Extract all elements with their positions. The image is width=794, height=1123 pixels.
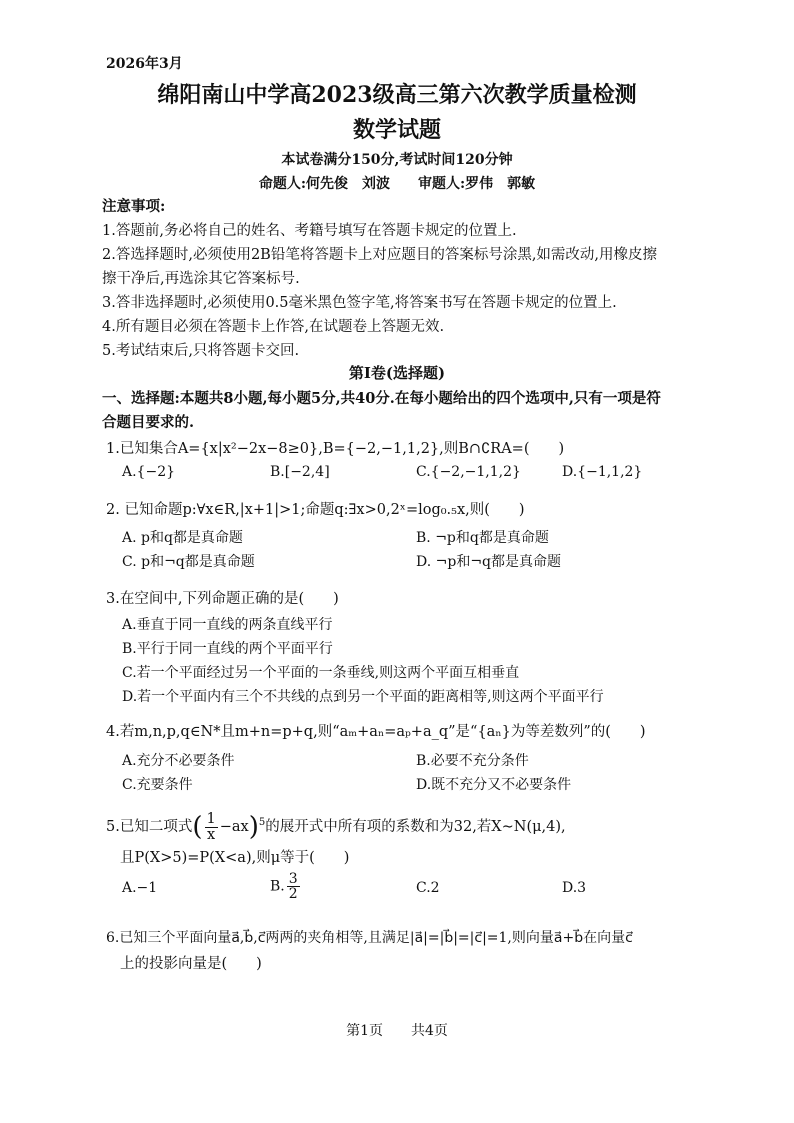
q3-option-c: C.若一个平面经过另一个平面的一条垂线,则这两个平面互相垂直	[122, 665, 520, 681]
exam-title: 绵阳南山中学高2023级高三第六次教学质量检测	[157, 82, 637, 108]
question-2-stem: 2. 已知命题p:∀x∈R,|x+1|>1;命题q:∃x>0,2ˣ=log₀.₅x,则( )	[106, 502, 525, 518]
question-5-line2: 且P(X>5)=P(X<a),则μ等于( )	[120, 850, 350, 866]
section-intro: 合题目要求的.	[102, 414, 195, 431]
q5-b-num: 3	[288, 871, 298, 887]
q4-option-c: C.充要条件	[122, 777, 193, 793]
q3-option-d: D.若一个平面内有三个不共线的点到另一个平面的距离相等,则这两个平面平行	[122, 689, 604, 705]
exam-authors: 命题人:何先俊 刘波 审题人:罗伟 郭敏	[258, 176, 536, 192]
question-1-stem: 1.已知集合A={x|x²−2x−8≥0},B={−2,−1,1,2},则B∩∁RA=( )	[106, 441, 565, 457]
note-item: 3.答非选择题时,必须使用0.5毫米黑色签字笔,将答案书写在答题卡规定的位置上.	[102, 295, 617, 311]
q1-option-a: A.{−2}	[122, 464, 176, 480]
q5-option-a: A.−1	[122, 880, 158, 896]
note-item: 4.所有题目必须在答题卡上作答,在试题卷上答题无效.	[102, 319, 445, 335]
q5-option-c: C.2	[416, 880, 440, 896]
q5-option-b-label: B.	[270, 878, 285, 895]
q2-option-a: A. p和q都是真命题	[122, 530, 243, 546]
section-title: 第Ⅰ卷(选择题)	[348, 364, 446, 382]
q5-stem-mid: −ax	[219, 819, 249, 835]
note-item: 擦干净后,再选涂其它答案标号.	[102, 271, 300, 287]
notes-heading: 注意事项:	[102, 198, 166, 215]
q5-frac-num: 1	[206, 811, 216, 827]
q3-option-b: B.平行于同一直线的两个平面平行	[122, 641, 333, 657]
note-item: 1.答题前,务必将自己的姓名、考籍号填写在答题卡规定的位置上.	[102, 223, 517, 239]
q4-option-d: D.既不充分又不必要条件	[416, 777, 572, 793]
q5-fraction	[205, 812, 218, 842]
question-6-stem: 6.已知三个平面向量a⃗,b⃗,c⃗两两的夹角相等,且满足|a⃗|=|b⃗|=|c⃗|=1,则向量a⃗+b⃗在向量c⃗	[106, 930, 633, 946]
section-intro: 一、选择题:本题共8小题,每小题5分,共40分.在每小题给出的四个选项中,只有一项是符	[102, 390, 661, 407]
q1-option-b: B.[−2,4]	[270, 464, 330, 480]
q5-exponent: 5	[258, 817, 266, 829]
q5-frac-den: x	[207, 826, 216, 843]
q1-option-d: D.{−1,1,2}	[562, 464, 643, 480]
exam-date: 2026年3月	[106, 56, 183, 72]
q2-option-d: D. ¬p和¬q都是真命题	[416, 554, 562, 570]
question-6-line2: 上的投影向量是( )	[120, 956, 262, 972]
q4-option-b: B.必要不充分条件	[416, 753, 529, 769]
q5-left-paren: (	[192, 812, 203, 842]
q2-option-b: B. ¬p和q都是真命题	[416, 530, 549, 546]
q2-option-c: C. p和¬q都是真命题	[122, 554, 255, 570]
q5-option-b-fraction	[287, 872, 300, 901]
q1-option-c: C.{−2,−1,1,2}	[416, 464, 521, 480]
exam-subject: 数学试题	[352, 117, 441, 143]
exam-info: 本试卷满分150分,考试时间120分钟	[281, 152, 513, 168]
q5-b-den: 2	[288, 886, 298, 902]
q4-option-a: A.充分不必要条件	[122, 753, 235, 769]
note-item: 5.考试结束后,只将答题卡交回.	[102, 343, 300, 359]
q5-option-d: D.3	[562, 880, 587, 896]
q5-right-paren: )	[248, 812, 259, 842]
q5-stem-pre: 5.已知二项式	[106, 819, 193, 835]
q5-stem-post: 的展开式中所有项的系数和为32,若X∼N(μ,4),	[265, 819, 566, 835]
note-item: 2.答选择题时,必须使用2B铅笔将答题卡上对应题目的答案标号涂黑,如需改动,用橡皮擦	[102, 247, 658, 263]
q3-option-a: A.垂直于同一直线的两条直线平行	[122, 617, 333, 633]
page-footer: 第1页 共4页	[346, 1023, 448, 1039]
question-3-stem: 3.在空间中,下列命题正确的是( )	[106, 591, 339, 607]
question-4-stem: 4.若m,n,p,q∈N*且m+n=p+q,则“aₘ+aₙ=aₚ+a_q”是“{aₙ}为等差数列”的( )	[106, 724, 646, 740]
question-5-stem	[106, 812, 566, 842]
q5-option-b	[270, 872, 302, 901]
